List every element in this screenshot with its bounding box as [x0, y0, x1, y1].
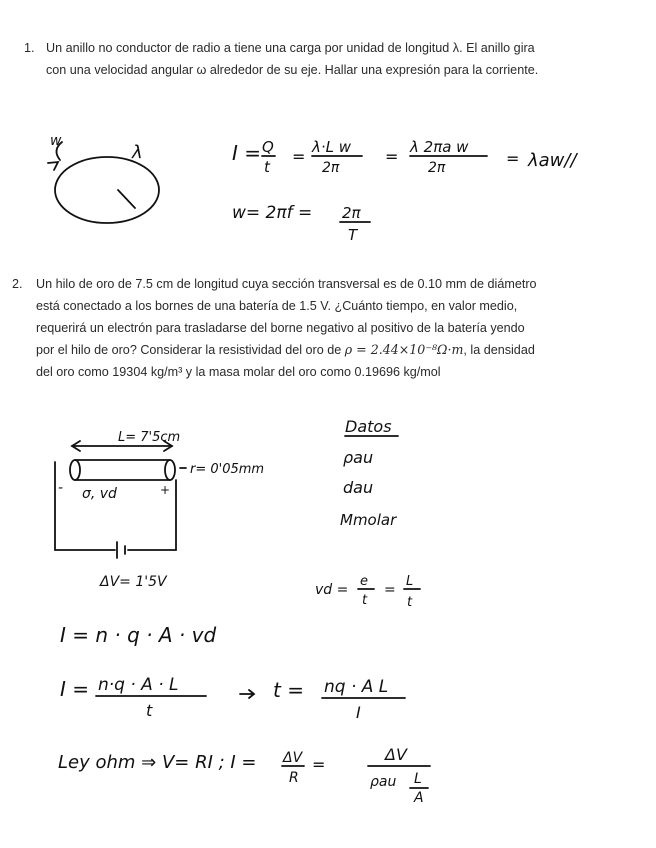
- svg-text:t: t: [362, 593, 368, 608]
- svg-text:=: =: [385, 147, 399, 166]
- radius-label: r= 0'05mm: [190, 462, 265, 477]
- eq2-t: t =: [273, 678, 304, 702]
- problem-2-line-4: por el hilo de oro? Considerar la resistividad del oro de ρ = 2.44×10⁻⁸Ω·m, la densidad: [36, 342, 535, 357]
- eq2-num: n·q · A · L: [98, 675, 179, 695]
- eq-t: t: [264, 158, 270, 176]
- wire-end-right: [165, 460, 175, 480]
- eq-I-label: I =: [232, 141, 262, 165]
- length-label: L= 7'5cm: [118, 430, 181, 445]
- resistivity-formula: ρ = 2.44×10⁻⁸Ω·m: [344, 342, 464, 357]
- svg-text:L: L: [414, 771, 422, 787]
- plus-terminal: +: [160, 483, 171, 497]
- vd-eq: vd =: [315, 582, 349, 598]
- ohm-law: Ley ohm ⇒ V= RI ; I =: [58, 752, 257, 773]
- eq2-left: I =: [60, 677, 90, 701]
- eq-num2: λ·L w: [312, 138, 352, 156]
- rotation-arrowhead: [48, 162, 58, 170]
- eq3-rho: ρau: [370, 774, 397, 790]
- svg-text:L: L: [406, 574, 414, 589]
- problem-2-line-5: del oro como 19304 kg/m³ y la masa molar del oro como 0.19696 kg/mol: [36, 365, 441, 379]
- problem-2-line-1: Un hilo de oro de 7.5 cm de longitud cuya sección transversal es de 0.10 mm de diámetro: [36, 277, 537, 291]
- datos-title: Datos: [345, 417, 392, 436]
- problem-2-number: 2.: [12, 277, 23, 291]
- eq-current-density: I = n · q · A · vd: [60, 623, 217, 647]
- eq-Q: Q: [262, 138, 274, 156]
- eq2-den: t: [146, 701, 153, 720]
- svg-text:e: e: [360, 574, 368, 589]
- svg-text:=: =: [384, 582, 396, 598]
- omega-label: w: [50, 133, 62, 149]
- minus-terminal: -: [58, 480, 64, 496]
- eq-den2: 2π: [322, 160, 340, 176]
- datos-item-3: Mmolar: [340, 511, 397, 529]
- eq2-num2: nq · A L: [324, 677, 389, 697]
- svg-text:ΔV: ΔV: [283, 750, 303, 766]
- lambda-label: λ: [132, 142, 143, 163]
- eq-w: w= 2πf =: [232, 203, 313, 223]
- problem-2-line-2: está conectado a los bornes de una batería de 1.5 V. ¿Cuánto tiempo, en valor medio,: [36, 299, 518, 313]
- radius-line: [118, 190, 135, 208]
- eq-w-den: T: [348, 226, 358, 244]
- svg-text:t: t: [407, 595, 413, 610]
- ring-ellipse: [55, 157, 159, 223]
- problem-1-line-2: con una velocidad angular ω alrededor de su eje. Hallar una expresión para la corriente.: [46, 63, 539, 77]
- svg-text:R: R: [289, 770, 299, 786]
- eq2-den2: I: [356, 703, 361, 722]
- problem-2-line-3: requerirá un electrón para trasladarse del borne negativo al positivo de la batería yendo: [36, 321, 525, 335]
- svg-text:A: A: [414, 790, 424, 806]
- svg-text:=: =: [312, 755, 326, 774]
- svg-text:=: =: [292, 147, 306, 166]
- problem-1-number: 1.: [24, 41, 35, 55]
- result-lambda-a-w: λaw//: [528, 150, 577, 171]
- circuit-wire-left: [55, 462, 115, 550]
- svg-text:=: =: [506, 149, 520, 168]
- eq3-num: ΔV: [385, 745, 407, 764]
- datos-item-2: dau: [343, 478, 374, 497]
- datos-item-1: ρau: [343, 448, 374, 467]
- eq-num3: λ 2πa w: [410, 138, 469, 156]
- sigma-vd-label: σ, vd: [82, 486, 117, 502]
- delta-v-label: ΔV= 1'5V: [100, 574, 167, 590]
- eq-den3: 2π: [428, 160, 446, 176]
- eq-w-num: 2π: [342, 204, 361, 222]
- implies-arrow: [240, 690, 254, 698]
- wire-end-left: [70, 460, 80, 480]
- problem-1-line-1: Un anillo no conductor de radio a tiene una carga por unidad de longitud λ. El anillo gira: [46, 41, 535, 55]
